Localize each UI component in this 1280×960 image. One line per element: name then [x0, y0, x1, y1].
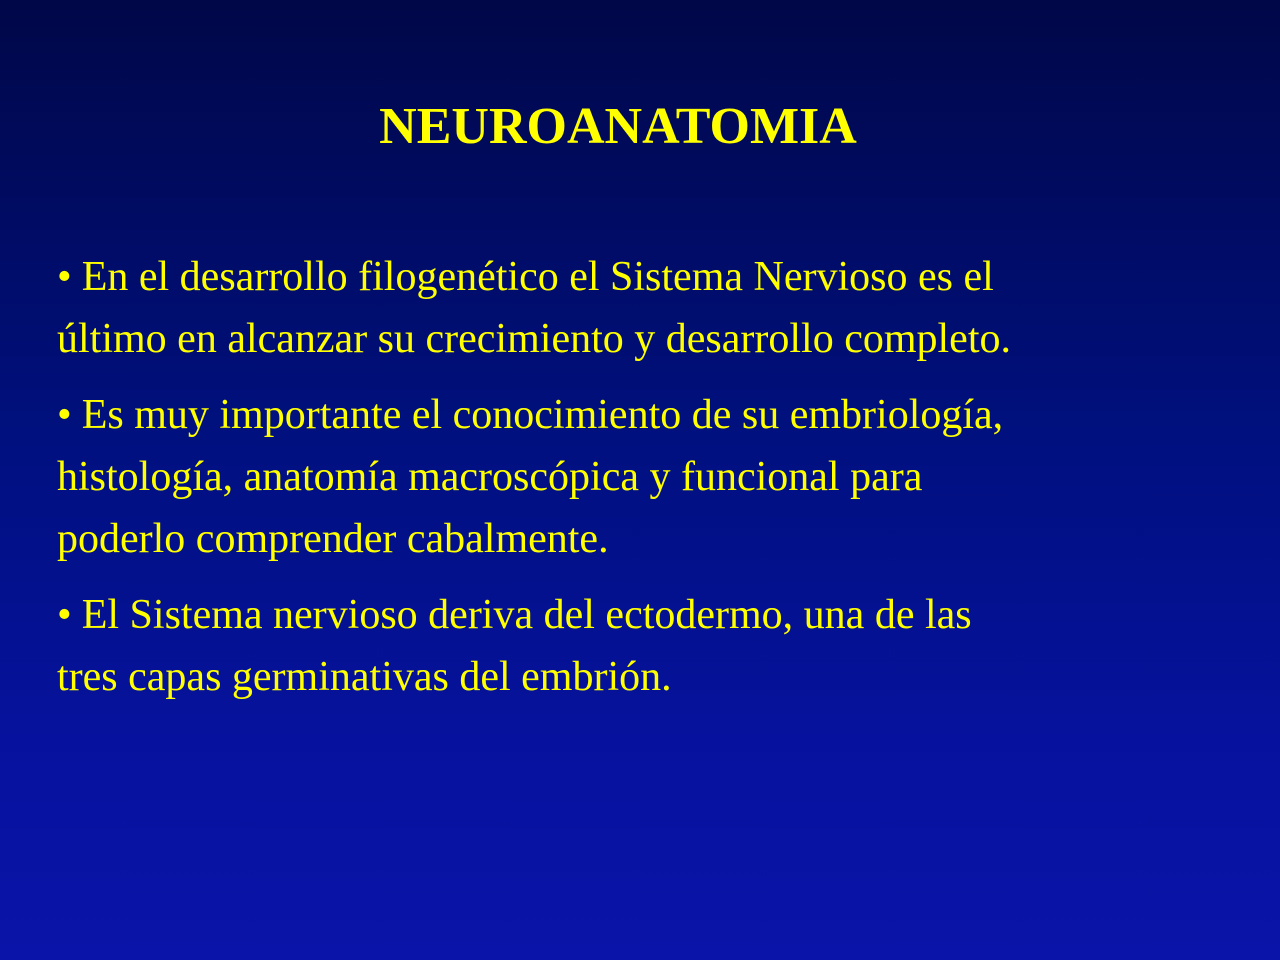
- bullet-dot-icon: •: [57, 592, 72, 638]
- bullet-item: [57, 246, 1237, 370]
- bullet-item: [57, 584, 1237, 708]
- bullet-text: En el desarrollo filogenético el Sistema Nervioso es el: [81, 254, 994, 300]
- bullet-line: [57, 584, 1237, 646]
- bullet-line: histología, anatomía macroscópica y funcional para: [57, 454, 923, 500]
- bullet-item: [57, 384, 1237, 570]
- bullet-text: El Sistema nervioso deriva del ectodermo, una de las: [81, 592, 972, 638]
- bullet-line: [57, 246, 1237, 308]
- bullet-line: último en alcanzar su crecimiento y desarrollo completo.: [57, 316, 1011, 362]
- slide-title: NEUROANATOMIA: [379, 98, 857, 155]
- bullet-list: [57, 246, 1237, 722]
- bullet-dot-icon: •: [57, 254, 72, 300]
- bullet-text: Es muy importante el conocimiento de su embriología,: [81, 392, 1004, 438]
- bullet-line: [57, 384, 1237, 446]
- bullet-line: poderlo comprender cabalmente.: [57, 516, 609, 562]
- bullet-dot-icon: •: [57, 392, 72, 438]
- bullet-line: tres capas germinativas del embrión.: [57, 654, 672, 700]
